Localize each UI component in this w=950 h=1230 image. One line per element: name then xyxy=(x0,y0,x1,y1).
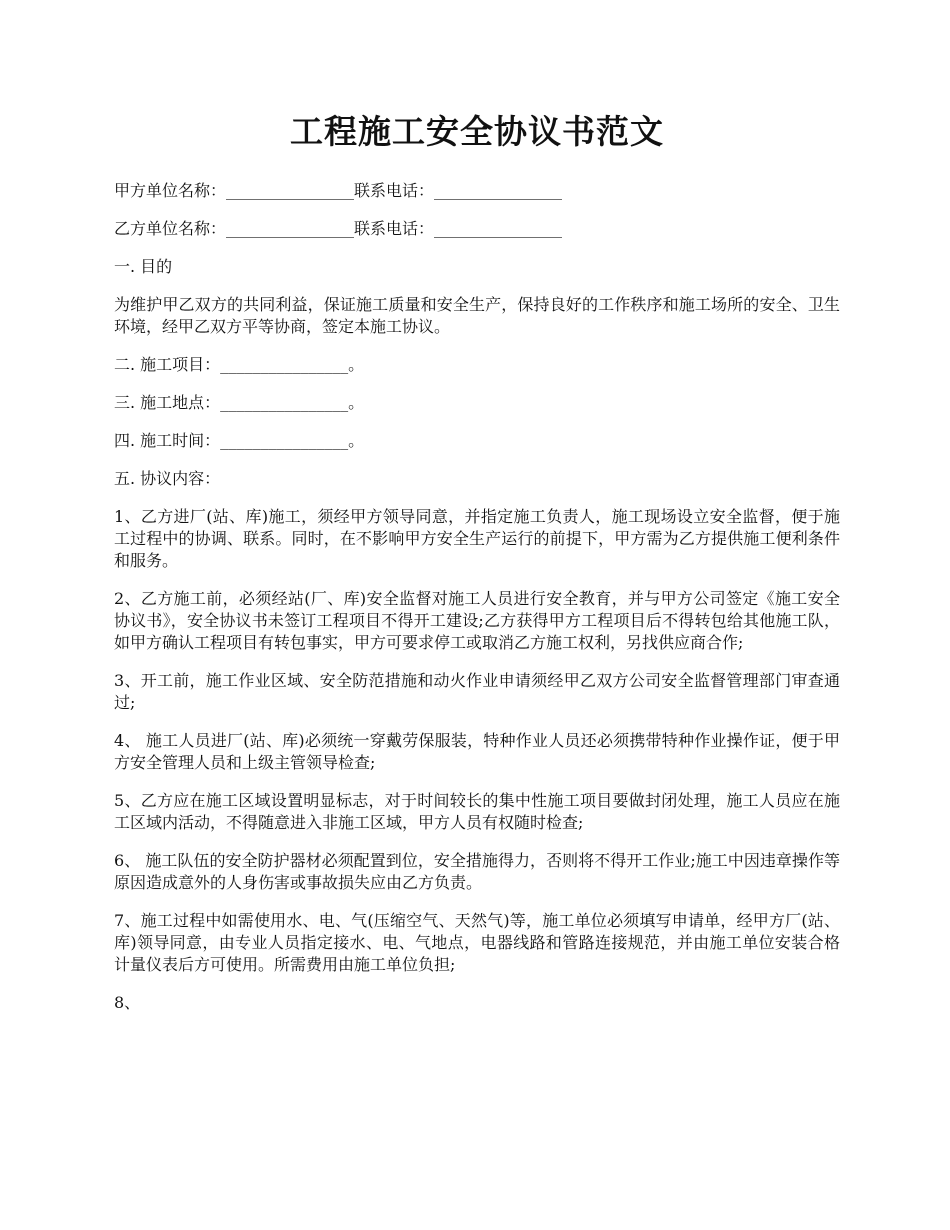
section-1-text: 为维护甲乙双方的共同利益，保证施工质量和安全生产，保持良好的工作秩序和施工场所的安全、卫生环境，经甲乙双方平等协商，签定本施工协议。 xyxy=(114,294,840,336)
section-3-line: 三. 施工地点：________________。 xyxy=(114,392,365,412)
document-title: 工程施工安全协议书范文 xyxy=(290,112,664,151)
section-1-heading: 一. 目的 xyxy=(114,256,173,276)
clause-7: 7、施工过程中如需使用水、电、气(压缩空气、天然气)等，施工单位必须填写申请单，经甲方厂(站、库)领导同意，由专业人员指定接水、电、气地点，电器线路和管路连接规范，并由施工单位安装合格计量仪表后方可使用。所需费用由施工单位负担; xyxy=(114,910,840,974)
party-a-line: 甲方单位名称：________________联系电话：________________ xyxy=(114,180,563,200)
clause-2: 2、乙方施工前，必须经站(厂、库)安全监督对施工人员进行安全教育，并与甲方公司签定《施工安全协议书》，安全协议书未签订工程项目不得开工建设;乙方获得甲方工程项目后不得转包给其他施工队，如甲方确认工程项目有转包事实，甲方可要求停工或取消乙方施工权利，另找供应商合作; xyxy=(114,588,840,652)
clause-1: 1、乙方进厂(站、库)施工，须经甲方领导同意，并指定施工负责人，施工现场设立安全监督，便于施工过程中的协调、联系。同时，在不影响甲方安全生产运行的前提下，甲方需为乙方提供施工便利条件和服务。 xyxy=(114,506,840,570)
section-4-line: 四. 施工时间：________________。 xyxy=(114,430,365,450)
clause-6: 6、 施工队伍的安全防护器材必须配置到位，安全措施得力，否则将不得开工作业;施工中因违章操作等原因造成意外的人身伤害或事故损失应由乙方负责。 xyxy=(114,850,840,892)
clause-5: 5、乙方应在施工区域设置明显标志，对于时间较长的集中性施工项目要做封闭处理，施工人员应在施工区域内活动，不得随意进入非施工区域，甲方人员有权随时检查; xyxy=(114,790,840,832)
party-b-line: 乙方单位名称：________________联系电话：________________ xyxy=(114,218,563,238)
section-2-line: 二. 施工项目：________________。 xyxy=(114,354,365,374)
clause-3: 3、开工前，施工作业区域、安全防范措施和动火作业申请须经甲乙双方公司安全监督管理部门审查通过; xyxy=(114,670,840,712)
clause-8: 8、 xyxy=(114,992,141,1012)
section-5-heading: 五. 协议内容： xyxy=(114,468,221,488)
clause-4: 4、 施工人员进厂(站、库)必须统一穿戴劳保服装，特种作业人员还必须携带特种作业操作证，便于甲方安全管理人员和上级主管领导检查; xyxy=(114,730,840,772)
